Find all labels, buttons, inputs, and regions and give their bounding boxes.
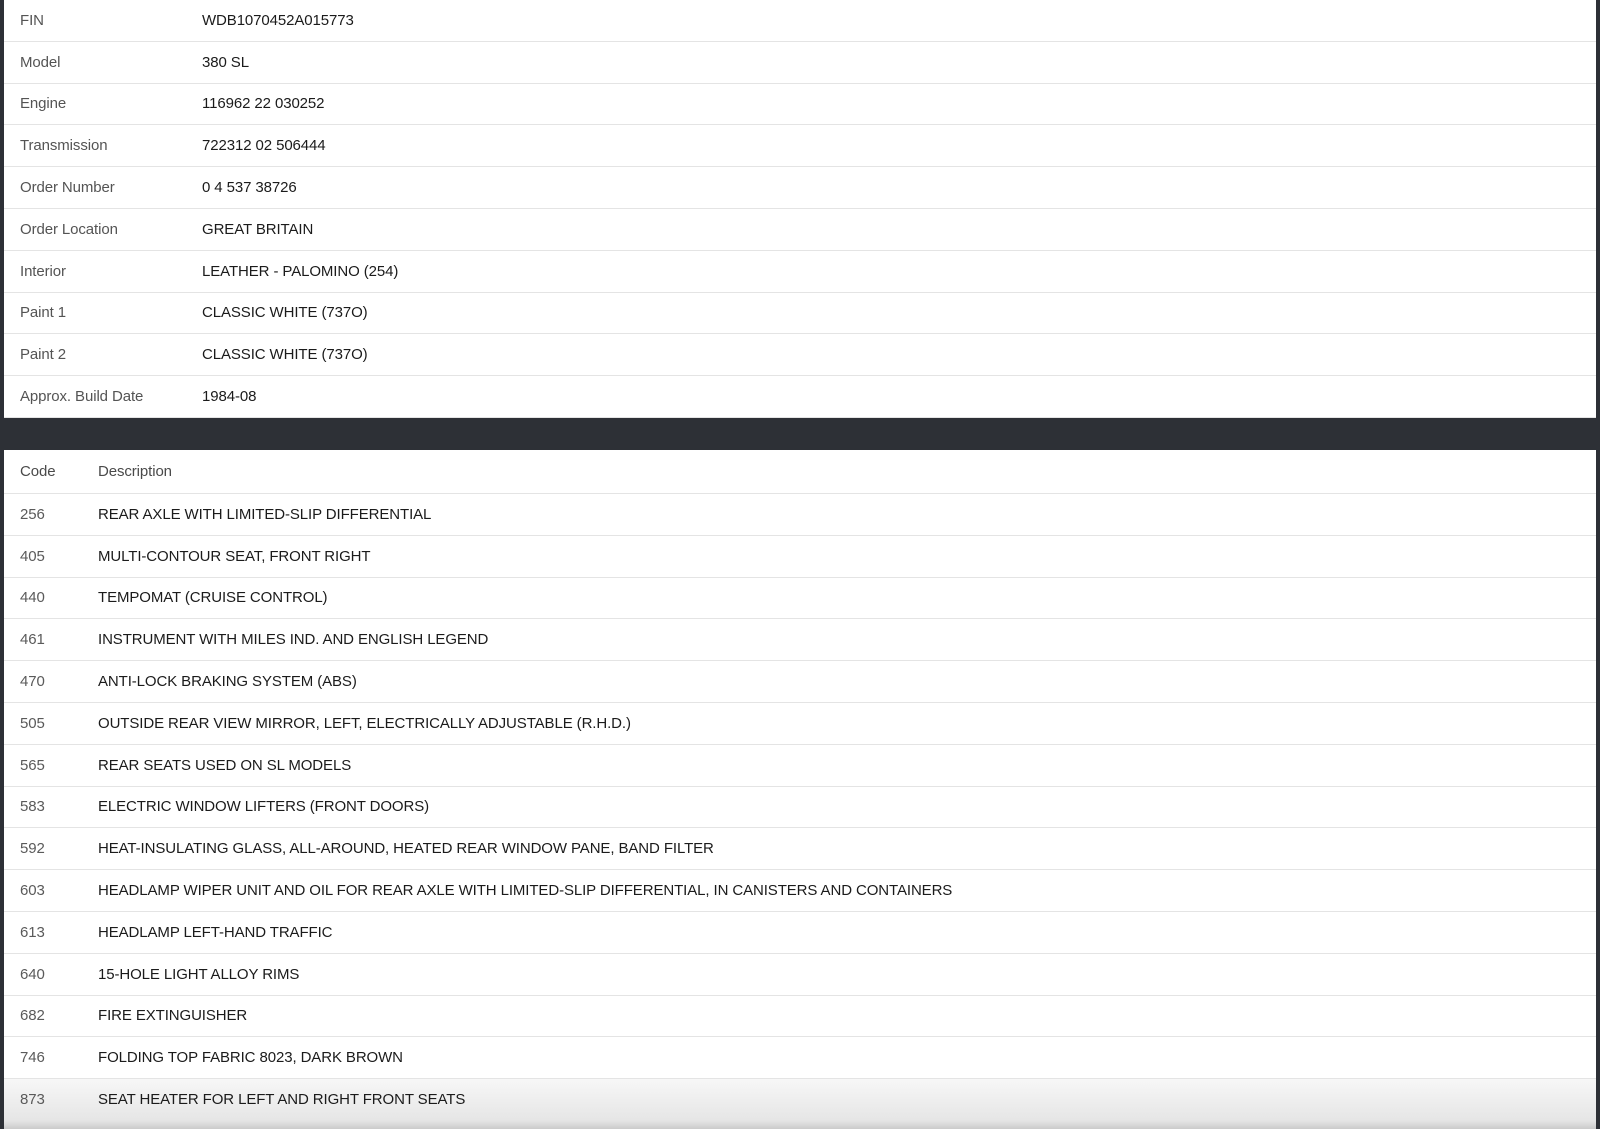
info-value: GREAT BRITAIN: [202, 220, 314, 238]
option-row[interactable]: [4, 787, 1596, 829]
option-description: HEAT-INSULATING GLASS, ALL-AROUND, HEATED REAR WINDOW PANE, BAND FILTER: [98, 840, 714, 858]
option-description: ELECTRIC WINDOW LIFTERS (FRONT DOORS): [98, 798, 430, 816]
option-row[interactable]: [4, 1037, 1596, 1079]
vehicle-info-table: [4, 0, 1596, 418]
description-column-header: Description: [98, 463, 172, 480]
option-code: 746: [20, 1049, 45, 1067]
info-row: [4, 251, 1596, 293]
info-value: 1984-08: [202, 388, 257, 406]
info-value: LEATHER - PALOMINO (254): [202, 262, 399, 280]
option-row[interactable]: [4, 661, 1596, 703]
info-value: WDB1070452A015773: [202, 11, 354, 29]
info-label: Order Number: [20, 179, 115, 197]
option-row[interactable]: [4, 745, 1596, 787]
option-description: INSTRUMENT WITH MILES IND. AND ENGLISH LEGEND: [98, 631, 489, 649]
option-code: 592: [20, 840, 45, 858]
option-row[interactable]: [4, 954, 1596, 996]
option-rows: [4, 494, 1596, 1121]
info-value: 722312 02 506444: [202, 137, 326, 155]
code-column-header: Code: [20, 463, 56, 480]
info-row: [4, 84, 1596, 126]
info-row: [4, 0, 1596, 42]
option-row[interactable]: [4, 703, 1596, 745]
option-description: REAR AXLE WITH LIMITED-SLIP DIFFERENTIAL: [98, 505, 432, 523]
option-row[interactable]: [4, 1079, 1596, 1121]
info-label: Model: [20, 53, 61, 71]
info-row: [4, 209, 1596, 251]
option-code: 505: [20, 714, 45, 732]
option-description: OUTSIDE REAR VIEW MIRROR, LEFT, ELECTRICALLY ADJUSTABLE (R.H.D.): [98, 714, 631, 732]
option-row[interactable]: [4, 996, 1596, 1038]
option-code: 640: [20, 965, 45, 983]
option-description: MULTI-CONTOUR SEAT, FRONT RIGHT: [98, 547, 371, 565]
bottom-cutoff-shade: [4, 1121, 1596, 1129]
option-codes-table: [4, 450, 1596, 1129]
vehicle-info-rows: [4, 0, 1596, 418]
option-row[interactable]: [4, 578, 1596, 620]
option-row[interactable]: [4, 870, 1596, 912]
info-row: [4, 376, 1596, 418]
option-row[interactable]: [4, 912, 1596, 954]
info-row: [4, 334, 1596, 376]
option-code: 470: [20, 673, 45, 691]
info-value: 380 SL: [202, 53, 249, 71]
option-code: 405: [20, 547, 45, 565]
option-description: TEMPOMAT (CRUISE CONTROL): [98, 589, 328, 607]
option-row[interactable]: [4, 828, 1596, 870]
info-label: Paint 2: [20, 346, 66, 364]
option-code: 461: [20, 631, 45, 649]
option-code: 565: [20, 756, 45, 774]
option-code: 873: [20, 1091, 45, 1109]
option-description: ANTI-LOCK BRAKING SYSTEM (ABS): [98, 673, 357, 691]
info-value: 116962 22 030252: [202, 95, 325, 113]
option-description: FOLDING TOP FABRIC 8023, DARK BROWN: [98, 1049, 403, 1067]
options-table-header: [4, 450, 1596, 494]
section-separator-bar: [0, 418, 1600, 450]
info-label: Engine: [20, 95, 67, 113]
option-code: 603: [20, 882, 45, 900]
info-label: Interior: [20, 262, 66, 280]
option-code: 256: [20, 505, 45, 523]
option-row[interactable]: [4, 494, 1596, 536]
option-description: HEADLAMP LEFT-HAND TRAFFIC: [98, 923, 333, 941]
info-label: Order Location: [20, 220, 118, 238]
option-description: 15-HOLE LIGHT ALLOY RIMS: [98, 965, 300, 983]
option-row[interactable]: [4, 536, 1596, 578]
info-label: Transmission: [20, 137, 108, 155]
info-label: FIN: [20, 11, 44, 29]
option-code: 583: [20, 798, 45, 816]
option-description: REAR SEATS USED ON SL MODELS: [98, 756, 352, 774]
info-row: [4, 42, 1596, 84]
info-row: [4, 293, 1596, 335]
info-row: [4, 167, 1596, 209]
option-code: 682: [20, 1007, 45, 1025]
info-label: Paint 1: [20, 304, 66, 322]
info-value: CLASSIC WHITE (737O): [202, 304, 368, 322]
option-row[interactable]: [4, 619, 1596, 661]
info-value: CLASSIC WHITE (737O): [202, 346, 368, 364]
option-code: 440: [20, 589, 45, 607]
info-value: 0 4 537 38726: [202, 179, 297, 197]
info-label: Approx. Build Date: [20, 388, 144, 406]
option-description: SEAT HEATER FOR LEFT AND RIGHT FRONT SEATS: [98, 1091, 466, 1109]
option-description: HEADLAMP WIPER UNIT AND OIL FOR REAR AXLE WITH LIMITED-SLIP DIFFERENTIAL, IN CANISTERS AND CONTAINERS: [98, 882, 953, 900]
option-code: 613: [20, 923, 45, 941]
option-description: FIRE EXTINGUISHER: [98, 1007, 248, 1025]
info-row: [4, 125, 1596, 167]
